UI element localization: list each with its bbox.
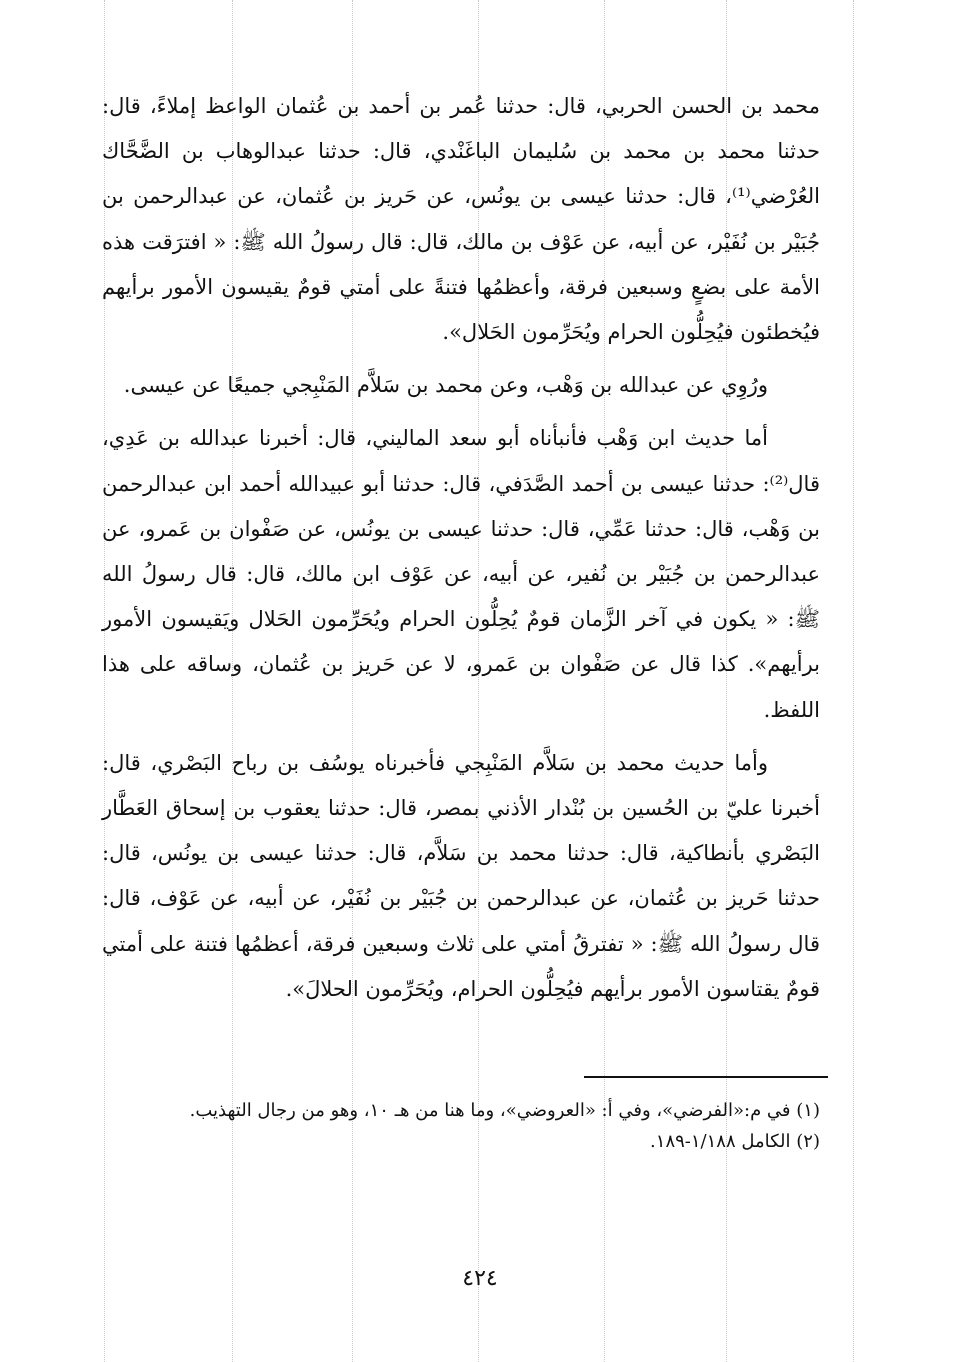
- paragraph-2: ورُوِي عن عبدالله بن وَهْب، وعن محمد بن سَلاَّم المَنْبِجي جميعًا عن عيسى.: [123, 373, 768, 398]
- main-text: [102, 84, 820, 1012]
- footnotes: [102, 1095, 820, 1157]
- footnote-1: (١) في م:«الفرضي»، وفي أ: «العروضي»، وما هنا من هـ ١٠، وهو من رجال التهذيب.: [189, 1100, 820, 1121]
- paragraph-3: أما حديث ابن وَهْب فأنبأناه أبو سعد الماليني، قال: أخبرنا عبدالله بن عَدِي، قال⁽²⁾: حدثنا عيسى بن أحمد الصَّدَفي، قال: حدثنا أبو عبيدالله أحمد ابن عبدالرحمن بن وَهْب، قال: حدثنا عَمِّي، قال: حدثنا عيسى بن يونُس، عن صَفْوان بن عَمرو، عن عبدالرحمن بن جُبَيْر بن نُفير، عن أبيه، عن عَوْف ابن مالك، قال: قال رسولُ الله ﷺ: « يكون في آخر الزَّمان قومٌ يُحِلُّون الحرام ويُحَرِّمون الحَلال ويَقيسون الأمور برأيهم». كذا قال عن صَفْوان بن عَمرو، لا عن حَريز بن عُثمان، وساقه على هذا اللفظ.: [102, 426, 820, 722]
- paragraph-4: وأما حديث محمد بن سَلاَّم المَنْبِجي فأخبرناه يوسُف بن رباح البَصْري، قال: أخبرنا عليّ بن الحُسين بن بُنْدار الأذني بمصر، قال: حدثنا يعقوب بن إسحاق العَطَّار البَصْري بأنطاكية، قال: حدثنا محمد بن سَلاَّم، قال: حدثنا عيسى بن يونُس، قال: حدثنا حَريز بن عُثمان، عن عبدالرحمن بن جُبَيْر بن نُفَيْر، عن أبيه، عن عَوْف، قال: قال رسولُ الله ﷺ: « تفترقُ أمتي على ثلاث وسبعين فرقة، أعظمُها فتنة على أمتي قومٌ يقتاسون الأمور برأيهم فيُحِلُّون الحرام، ويُحَرِّمون الحلالَ».: [102, 750, 820, 1001]
- footnote-2: (٢) الكامل ١/١٨٨-١٨٩.: [650, 1131, 820, 1152]
- page-number: ٤٢٤: [462, 1266, 498, 1291]
- paragraph-1: محمد بن الحسن الحربي، قال: حدثنا عُمر بن أحمد بن عُثمان الواعظ إملاءً، قال: حدثنا محمد بن محمد بن سُليمان الباغَنْدي، قال: حدثنا عبدالوهاب بن الضَّحَّاك العُرْضي⁽¹⁾، قال: حدثنا عيسى بن يونُس، عن حَريز بن عُثمان، عن عبدالرحمن بن جُبَيْر بن نُفَيْر، عن أبيه، عن عَوْف بن مالك، قال: قال رسولُ الله ﷺ: « افترَقت هذه الأمة على بضعٍ وسبعين فرقة، وأعظمُها فتنةً على أمتي قومٌ يقيسون الأمور برأيهم فيُخطئون فيُحِلُّون الحرام ويُحَرِّمون الحَلال».: [102, 94, 820, 345]
- footnote-divider: [584, 1076, 828, 1078]
